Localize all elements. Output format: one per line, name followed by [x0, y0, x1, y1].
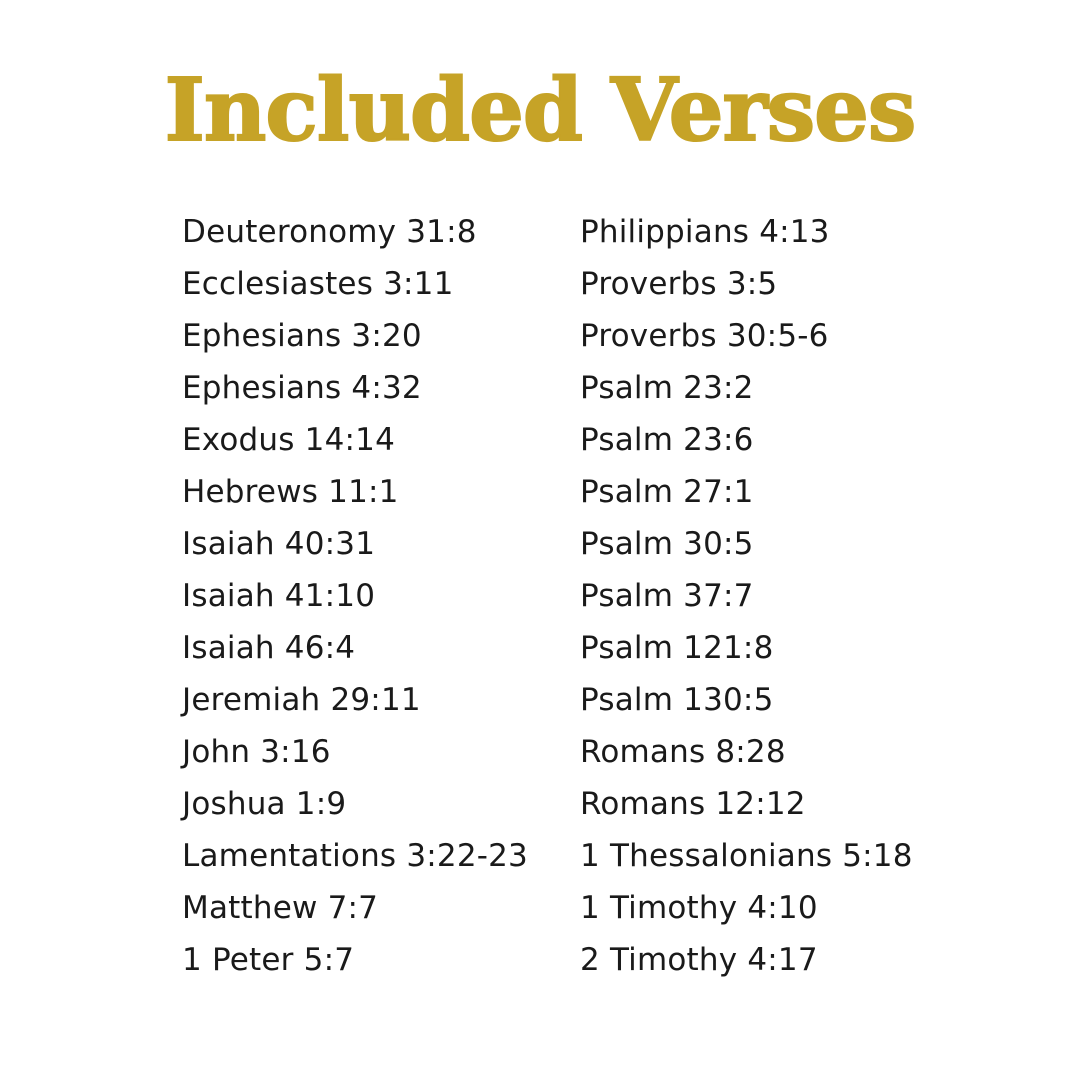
- list-item: 1 Thessalonians 5:18: [580, 838, 913, 874]
- list-item: Psalm 23:2: [580, 370, 754, 406]
- list-item: Ephesians 4:32: [182, 370, 422, 406]
- list-item: Matthew 7:7: [182, 890, 379, 926]
- list-item: Proverbs 30:5-6: [580, 318, 829, 354]
- list-item: 1 Timothy 4:10: [580, 890, 818, 926]
- list-item: John 3:16: [182, 734, 331, 770]
- verse-column-right: [580, 206, 1020, 986]
- list-item: 2 Timothy 4:17: [580, 942, 818, 978]
- list-item: Isaiah 40:31: [182, 526, 376, 562]
- list-item: Proverbs 3:5: [580, 266, 778, 302]
- list-item: Psalm 30:5: [580, 526, 754, 562]
- page-title: Included Verses: [164, 60, 916, 161]
- list-item: 1 Peter 5:7: [182, 942, 355, 978]
- list-item: Exodus 14:14: [182, 422, 396, 458]
- list-item: Isaiah 46:4: [182, 630, 356, 666]
- verse-columns: [0, 206, 1080, 986]
- list-item: Isaiah 41:10: [182, 578, 376, 614]
- list-item: Romans 12:12: [580, 786, 806, 822]
- list-item: Hebrews 11:1: [182, 474, 399, 510]
- list-item: Psalm 121:8: [580, 630, 774, 666]
- list-item: Jeremiah 29:11: [182, 682, 421, 718]
- list-item: Psalm 37:7: [580, 578, 754, 614]
- list-item: Philippians 4:13: [580, 214, 830, 250]
- list-item: Ephesians 3:20: [182, 318, 422, 354]
- list-item: Joshua 1:9: [182, 786, 347, 822]
- list-item: Psalm 23:6: [580, 422, 754, 458]
- list-item: Psalm 130:5: [580, 682, 774, 718]
- list-item: Deuteronomy 31:8: [182, 214, 477, 250]
- list-item: Ecclesiastes 3:11: [182, 266, 454, 302]
- verse-column-left: [182, 206, 580, 986]
- list-item: Romans 8:28: [580, 734, 786, 770]
- list-item: Psalm 27:1: [580, 474, 754, 510]
- list-item: Lamentations 3:22-23: [182, 838, 528, 874]
